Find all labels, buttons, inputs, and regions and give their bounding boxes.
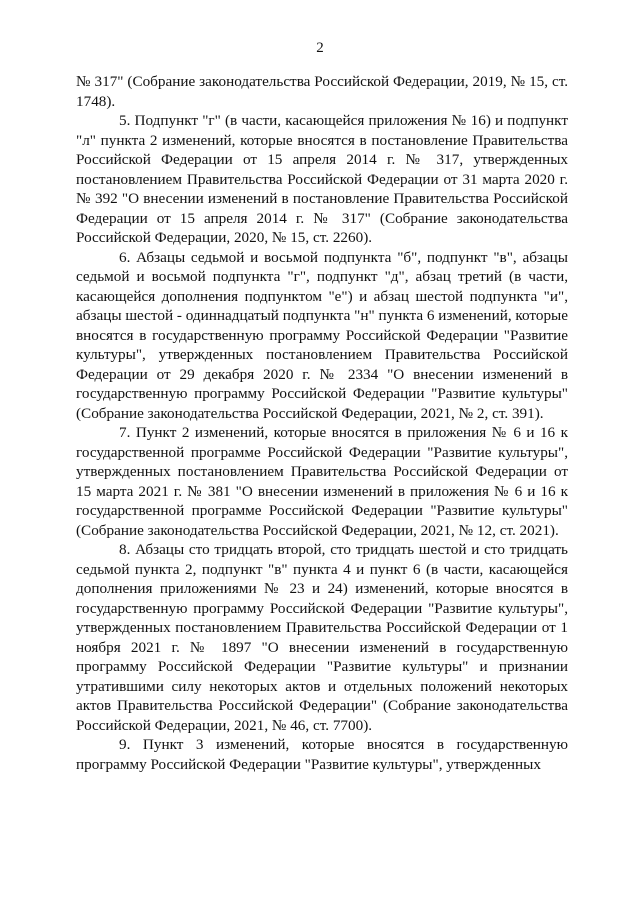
paragraph-continuation: № 317" (Собрание законодательства Российской Федерации, 2019, № 15, ст. 1748). [76,73,568,110]
document-body [76,72,568,774]
page-number: 2 [316,40,324,56]
paragraph-item-7: 7. Пункт 2 изменений, которые вносятся в приложения № 6 и 16 к государственной программе Российской Федерации "Развитие культуры", утвержденных постановлением Правительства Российской Федерации от 15 марта 2021 г. № 381 "О внесении изменений в приложения № 6 и 16 к государственной программе Российской Федерации "Развитие культуры" (Собрание законодательства Российской Федерации, 2021, № 12, ст. 2021). [76,424,568,539]
paragraph-item-9: 9. Пункт 3 изменений, которые вносятся в государственную программу Российской Федерации "Развитие культуры", утвержденных [76,736,568,773]
paragraph-item-5: 5. Подпункт "г" (в части, касающейся приложения № 16) и подпункт "л" пункта 2 изменений, которые вносятся в постановление Правительства Российской Федерации от 15 апреля 2014 г. № 317, утвержденных постановлением Правительства Российской Федерации от 31 марта 2020 г. № 392 "О внесении изменений в постановление Правительства Российской Федерации от 15 апреля 2014 г. № 317" (Собрание законодательства Российской Федерации, 2020, № 15, ст. 2260). [76,112,568,246]
paragraph-item-6: 6. Абзацы седьмой и восьмой подпункта "б", подпункт "в", абзацы седьмой и восьмой подпункта "г", подпункт "д", абзац третий (в части, касающейся дополнения подпунктом "е") и абзац шестой подпункта "и", абзацы шестой - одиннадцатый подпункта "н" пункта 6 изменений, которые вносятся в государственную программу Российской Федерации "Развитие культуры", утвержденных постановлением Правительства Российской Федерации от 29 декабря 2020 г. № 2334 "О внесении изменений в государственную программу Российской Федерации "Развитие культуры" (Собрание законодательства Российской Федерации, 2021, № 2, ст. 391). [76,248,568,422]
paragraph-item-8: 8. Абзацы сто тридцать второй, сто тридцать шестой и сто тридцать седьмой пункта 2, подпункт "в" пункта 4 и пункт 6 (в части, касающейся дополнения приложениями № 23 и 24) изменений, которые вносятся в государственную программу Российской Федерации "Развитие культуры", утвержденных постановлением Правительства Российской Федерации от 1 ноября 2021 г. № 1897 "О внесении изменений в государственную программу Российской Федерации "Развитие культуры" и признании утратившими силу некоторых актов и отдельных положений некоторых актов Правительства Российской Федерации" (Собрание законодательства Российской Федерации, 2021, № 46, ст. 7700). [76,541,568,734]
